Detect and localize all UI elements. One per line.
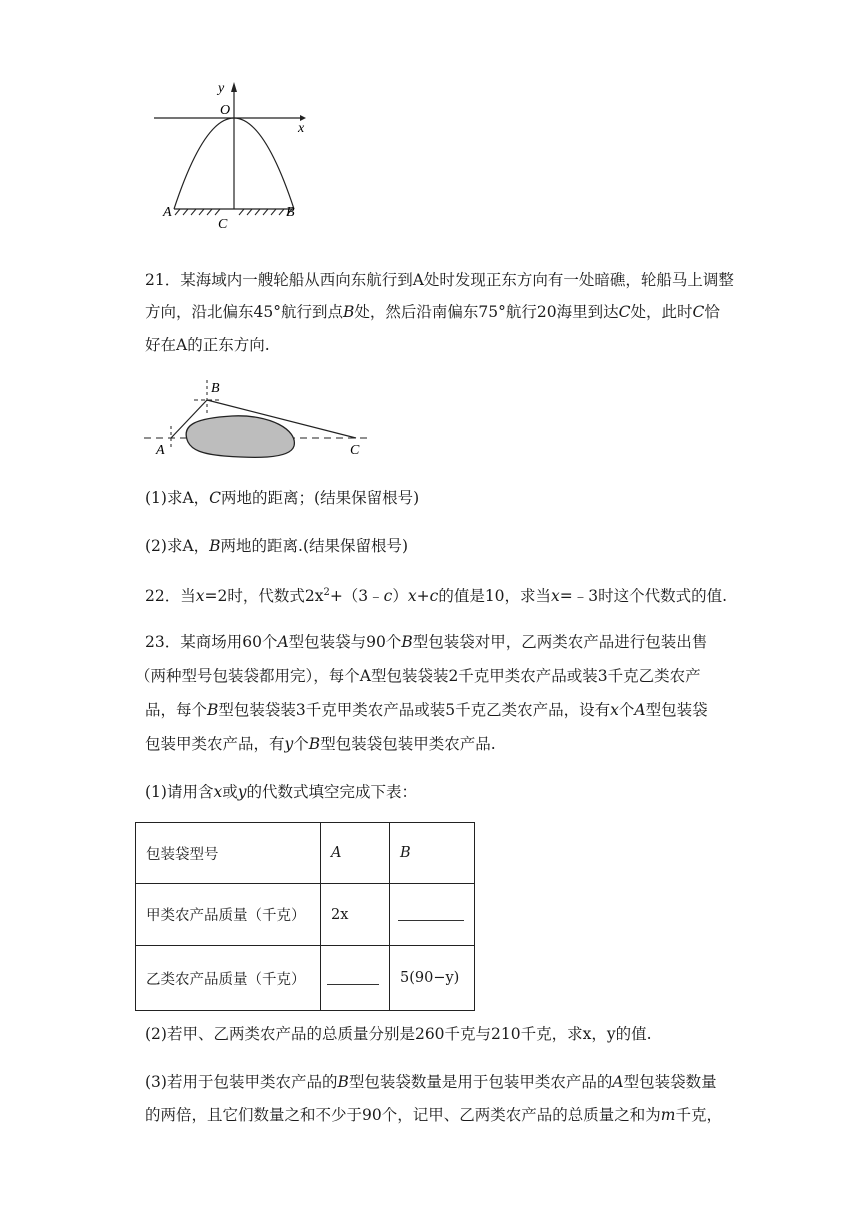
q23-line-2: （两种型号包装袋都用完），每个A型包装袋装2千克甲类农产品或装3千克乙类农产 (135, 667, 701, 685)
q23-sub3-c: 型包装袋数量是用于包装甲类农产品的 (348, 1073, 613, 1091)
q23-l3-e: 个 (618, 701, 635, 719)
q21-line-2-c: 处，然后沿南偏东75°航行20海里到达 (354, 303, 619, 321)
table-header-a: A (321, 823, 390, 884)
table-row-1-label: 甲类农产品质量（千克） (136, 884, 321, 946)
label-y: y (218, 81, 225, 96)
reef-shape (186, 416, 294, 458)
q22-p12: x (551, 587, 560, 606)
table-header-b: B (390, 823, 475, 884)
q21-sub-1-c-letter: C (209, 489, 222, 507)
q21-sub-1-a: (1)求A， (145, 489, 210, 507)
q23-l3-c: 型包装袋装3千克甲类农产品或装5千克乙类农产品，设有 (218, 701, 611, 719)
point-b: B (342, 303, 355, 321)
q23-l4-d: B (308, 735, 321, 753)
table-row (136, 884, 475, 946)
q23-sub3-b: B (337, 1073, 349, 1091)
q23-line-3 (145, 700, 708, 720)
q23-l4-e: 型包装袋包装甲类农产品. (320, 735, 496, 753)
q23-l4-a: 包装甲类农产品，有 (145, 735, 285, 753)
q23-l1-c: 型包装袋与90个 (288, 633, 402, 651)
q22-p6: c (383, 587, 393, 606)
label-x: x (298, 121, 305, 136)
q23-line-4 (145, 734, 496, 754)
q22-p2: x (195, 587, 205, 606)
q23-l4-c: 个 (293, 735, 309, 753)
q23-sub1-e: 的代数式填空完成下表： (246, 783, 418, 801)
q22-p5: +（3﹣ (329, 587, 384, 606)
q21-sub-2-b-letter: B (209, 537, 221, 555)
q23-sub3-l2-a: 的两倍，且它们数量之和不少于90个，记甲、乙两类农产品的总质量之和为 (145, 1106, 661, 1124)
table-row-1-b-blank[interactable] (390, 884, 475, 946)
q21-line-2 (145, 302, 720, 322)
q22-p1: 22．当 (145, 587, 196, 606)
table-row-2-label: 乙类农产品质量（千克） (136, 946, 321, 1011)
q23-l1-a: 23．某商场用60个 (145, 633, 278, 651)
q21-sub-1-c: 两地的距离；(结果保留根号) (221, 489, 420, 507)
parabola-figure (150, 78, 320, 238)
label-b: B (286, 205, 295, 220)
table-row-2-a-blank[interactable] (321, 946, 390, 1011)
table-header-row (136, 823, 475, 884)
q23-l3-f: A (634, 701, 646, 719)
q21-sub-1 (145, 488, 419, 508)
q23-sub3-d: A (612, 1073, 624, 1091)
q22-p9: + (416, 587, 430, 606)
q21-sub-2 (145, 536, 408, 556)
q21-sub-2-a: (2)求A， (145, 537, 210, 555)
q23-sub3-l2-c: 千克， (675, 1106, 722, 1124)
q23-sub1-c: 或 (222, 783, 238, 801)
q23-l3-b: B (207, 701, 219, 719)
q23-sub3-e: 型包装袋数量 (623, 1073, 717, 1091)
q21-line-3: 好在A的正东方向. (145, 336, 270, 354)
q23-sub-2: (2)若甲、乙两类农产品的总质量分别是260千克与210千克，求x，y的值. (145, 1025, 652, 1043)
q22-p3: =2时，代数式2x (204, 587, 324, 606)
label-o: O (220, 103, 231, 118)
ground-hatching (175, 209, 292, 215)
q21-line-2-e: 处，此时 (630, 303, 693, 321)
point-c-2: C (692, 303, 705, 321)
q23-sub-3-line-2 (145, 1105, 722, 1125)
table-row-2-b: 5(90−y) (390, 946, 475, 1011)
q22-p10: c (429, 587, 439, 606)
point-c: C (618, 303, 631, 321)
label-a: A (163, 205, 172, 220)
q22-p13: =﹣3时这个代数式的值. (559, 587, 728, 606)
y-axis-arrow (231, 82, 237, 92)
q23-l3-a: 品，每个 (145, 701, 208, 719)
q22-p7: ） (392, 587, 408, 606)
q23-sub-1 (145, 782, 417, 802)
q21-sub-2-c: 两地的距离.(结果保留根号) (220, 537, 409, 555)
q23-sub3-l2-b: m (660, 1106, 676, 1124)
q23-sub1-b: x (213, 783, 223, 801)
q23-l1-b: A (277, 633, 289, 651)
q23-line-1 (145, 632, 707, 652)
q23-sub-3-line-1 (145, 1072, 717, 1092)
q21-line-2-a: 方向，沿北偏东45°航行到点 (145, 303, 343, 321)
q23-sub1-d: y (237, 783, 247, 801)
fig2-label-a: A (156, 443, 165, 458)
fig2-label-b: B (211, 381, 220, 396)
q21-line-1: 21．某海域内一艘轮船从西向东航行到A处时发现正东方向有一处暗礁，轮船马上调整 (145, 271, 734, 289)
ship-route-figure (140, 374, 380, 464)
q21-line-2-g: 恰 (704, 303, 720, 321)
table-row-1-a: 2x (321, 884, 390, 946)
table-row (136, 946, 475, 1011)
table-header-model: 包装袋型号 (136, 823, 321, 884)
q23-l3-g: 型包装袋 (645, 701, 708, 719)
label-c: C (218, 217, 228, 232)
q23-l3-d: x (610, 701, 619, 719)
q22-p11: 的值是10，求当 (438, 587, 552, 606)
packaging-table (135, 822, 475, 1011)
q23-l1-e: 型包装袋对甲，乙两类农产品进行包装出售 (412, 633, 708, 651)
q23-l4-b: y (284, 735, 294, 753)
q23-sub3-a: (3)若用于包装甲类农产品的 (145, 1073, 338, 1091)
q22-p8: x (407, 587, 417, 606)
q23-l1-d: B (401, 633, 413, 651)
q22-p4: 2 (323, 587, 330, 598)
q23-sub1-a: (1)请用含 (145, 783, 214, 801)
q22-line (145, 583, 727, 606)
fig2-label-c: C (350, 443, 360, 458)
